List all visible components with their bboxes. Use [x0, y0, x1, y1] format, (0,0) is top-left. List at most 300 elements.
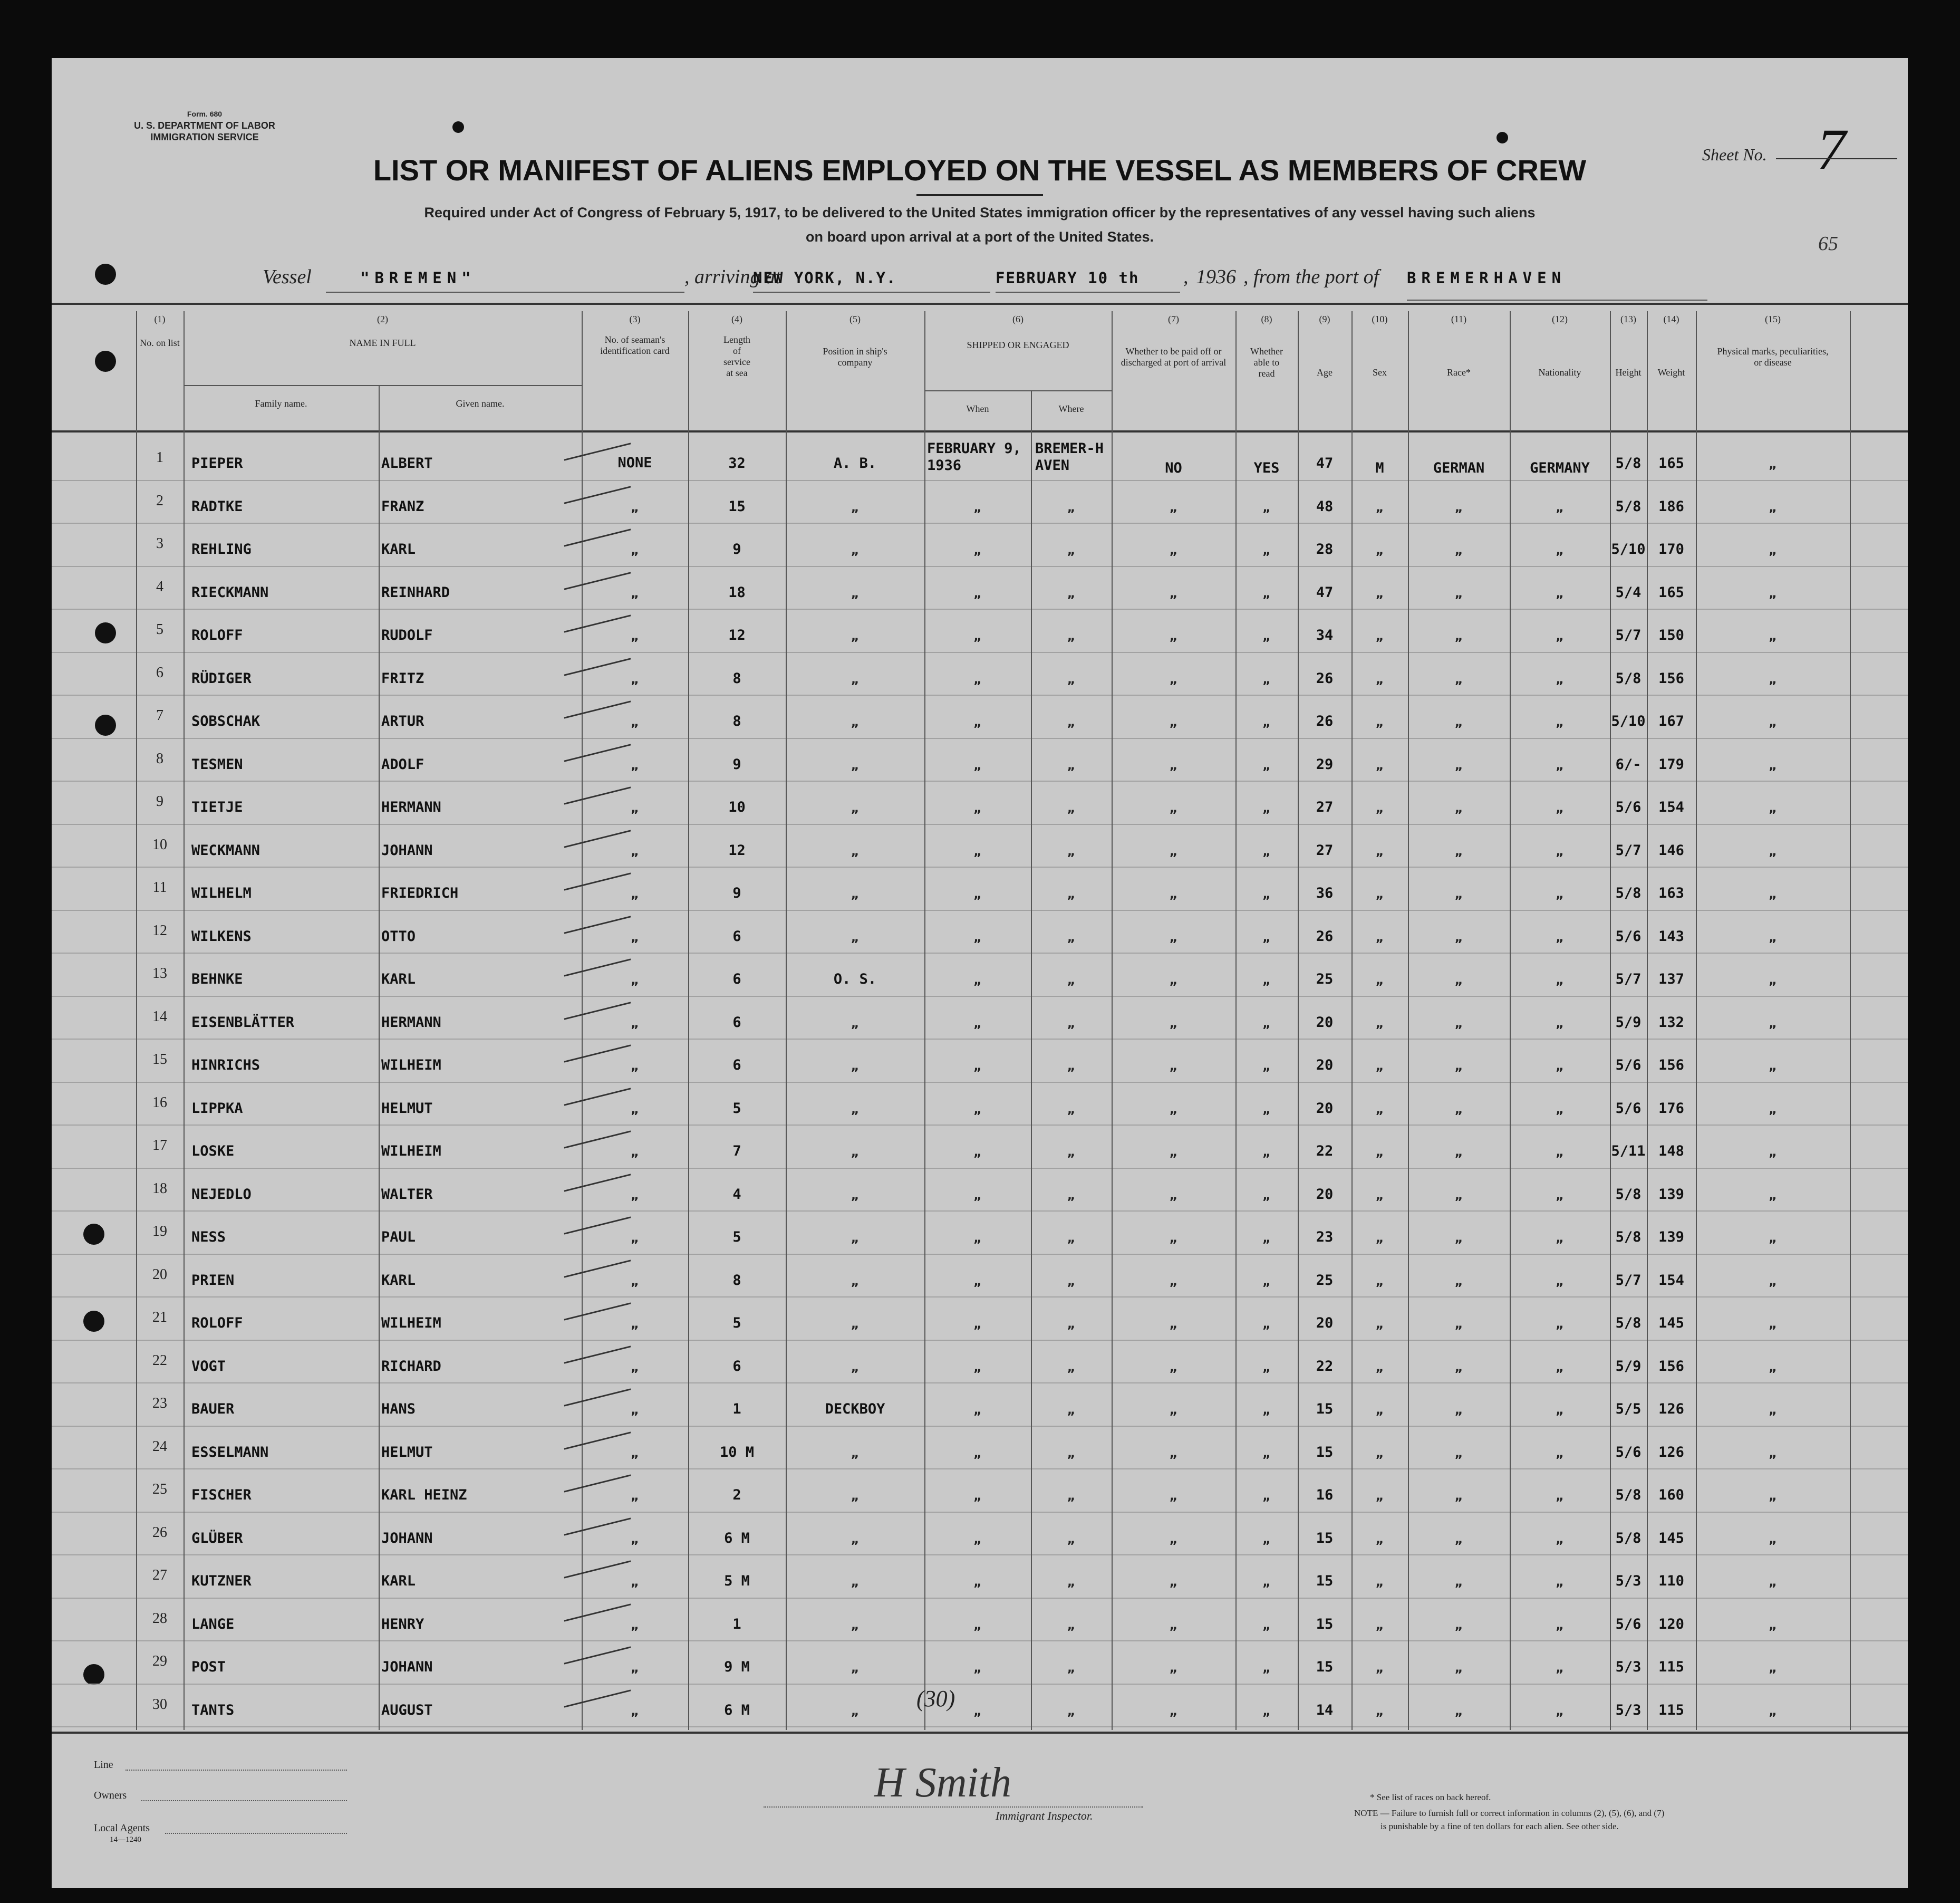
cell-height: 5/3	[1615, 1702, 1642, 1718]
ditto-mark: „	[1556, 671, 1564, 687]
ditto-mark: „	[1454, 1145, 1463, 1159]
ditto-mark: „	[1556, 1187, 1564, 1203]
row-number: 21	[152, 1309, 167, 1325]
ditto-mark: „	[973, 1617, 982, 1632]
ditto-mark: „	[1454, 499, 1463, 515]
col-7-label: Whether to be paid off or discharged at port of arrival	[1121, 346, 1227, 368]
ditto-mark: „	[1375, 887, 1384, 901]
ditto-mark: „	[1454, 1531, 1463, 1546]
ditto-mark: „	[1375, 1101, 1384, 1117]
ditto-mark: „	[1556, 629, 1564, 643]
service: IMMIGRATION SERVICE	[150, 132, 259, 142]
col-14-label: Weight	[1657, 367, 1685, 378]
ditto-mark: „	[1067, 801, 1076, 815]
ditto-mark: „	[1067, 499, 1076, 515]
ditto-mark: „	[1375, 715, 1384, 729]
ditto-mark: „	[1769, 1531, 1777, 1546]
ditto-mark: „	[1375, 929, 1384, 945]
cell-given: FRITZ	[381, 670, 424, 687]
ditto-mark: „	[1769, 843, 1777, 859]
cell-height: 5/3	[1615, 1573, 1642, 1589]
cell-weight: 139	[1658, 1186, 1684, 1203]
ditto-mark: „	[1454, 1231, 1463, 1245]
ditto-mark: „	[1169, 1531, 1178, 1546]
ditto-mark: „	[1262, 1316, 1271, 1331]
cell-weight: 154	[1658, 1272, 1684, 1289]
ditto-mark: „	[631, 887, 639, 901]
row-number: 16	[152, 1094, 167, 1111]
cell-height: 5/7	[1615, 971, 1642, 987]
row-number: 1	[156, 449, 163, 466]
manifest-sheet	[52, 58, 1908, 1888]
ditto-mark: „	[1769, 801, 1777, 815]
ditto-mark: „	[1067, 1059, 1076, 1073]
ditto-mark: „	[1769, 1703, 1777, 1718]
row-number: 13	[152, 965, 167, 982]
ditto-mark: „	[1067, 843, 1076, 859]
ditto-mark: „	[631, 929, 639, 945]
cell-age: 27	[1316, 799, 1334, 815]
local-agents-label: Local Agents	[94, 1822, 150, 1834]
cell-height: 5/8	[1615, 455, 1642, 472]
cell-weight: 150	[1658, 627, 1684, 643]
subheader-rule	[184, 385, 582, 386]
col-6-header	[924, 314, 1112, 351]
column-divider	[184, 311, 185, 1730]
nationality-value: GERMANY	[1530, 460, 1590, 476]
form-number: Form. 680	[187, 110, 223, 118]
row-number: 17	[152, 1137, 167, 1154]
ditto-mark: „	[1769, 1059, 1777, 1073]
ditto-mark: „	[1375, 757, 1384, 773]
ditto-mark: „	[631, 543, 639, 558]
ditto-mark: „	[1067, 1316, 1076, 1331]
paid-off-value: NO	[1165, 460, 1182, 476]
from-port-underline	[1407, 300, 1707, 301]
table-top-rule	[52, 303, 1908, 305]
ditto-mark: „	[851, 1273, 860, 1289]
binder-hole	[83, 1224, 104, 1245]
ditto-mark: „	[1262, 1187, 1271, 1203]
row-number: 22	[152, 1352, 167, 1369]
arrival-date: FEBRUARY 10 th	[996, 269, 1140, 287]
row-rule	[52, 1039, 1908, 1040]
ditto-mark: „	[1556, 1617, 1564, 1632]
row-number: 26	[152, 1524, 167, 1541]
cell-position: DECKBOY	[825, 1401, 885, 1417]
cell-age: 22	[1316, 1143, 1334, 1159]
cell-height: 5/4	[1615, 584, 1642, 601]
ditto-mark: „	[973, 629, 982, 643]
ditto-mark: „	[1769, 457, 1777, 472]
ditto-mark: „	[973, 929, 982, 945]
ditto-mark: „	[1769, 1015, 1777, 1031]
row-number: 29	[152, 1653, 167, 1669]
ditto-mark: „	[1454, 887, 1463, 901]
row-rule	[52, 953, 1908, 954]
ditto-mark: „	[1067, 757, 1076, 773]
row-number: 24	[152, 1438, 167, 1455]
row-number: 8	[156, 750, 163, 767]
ditto-mark: „	[1556, 1660, 1564, 1675]
cell-weight: 146	[1658, 842, 1684, 859]
ditto-mark: „	[973, 1145, 982, 1159]
ditto-mark: „	[973, 671, 982, 687]
ditto-mark: „	[1454, 1660, 1463, 1675]
ditto-mark: „	[1556, 715, 1564, 729]
cell-service: 12	[728, 627, 746, 643]
cell-service: 8	[732, 670, 741, 687]
ditto-mark: „	[851, 1231, 860, 1245]
cell-weight: 167	[1658, 713, 1684, 729]
ditto-mark: „	[851, 1531, 860, 1546]
ditto-mark: „	[1375, 1273, 1384, 1289]
row-number: 23	[152, 1395, 167, 1411]
from-port: BREMERHAVEN	[1407, 269, 1567, 287]
ditto-mark: „	[1169, 671, 1178, 687]
row-number: 25	[152, 1481, 167, 1497]
ditto-mark: „	[1262, 629, 1271, 643]
cell-age: 26	[1316, 928, 1334, 945]
cell-service: 9	[732, 885, 741, 901]
ditto-mark: „	[1375, 1231, 1384, 1245]
row-rule	[52, 1082, 1908, 1083]
row-rule	[52, 695, 1908, 696]
ditto-mark: „	[1262, 843, 1271, 859]
cell-age: 36	[1316, 885, 1334, 901]
ditto-mark: „	[1067, 1101, 1076, 1117]
ditto-mark: „	[1769, 1402, 1777, 1417]
subheader-rule	[924, 390, 1112, 391]
ditto-mark: „	[973, 1316, 982, 1331]
row-rule	[52, 867, 1908, 868]
cell-weight: 145	[1658, 1315, 1684, 1331]
ditto-mark: „	[1262, 1015, 1271, 1031]
cell-given: HERMANN	[381, 799, 441, 815]
cell-family: NEJEDLO	[191, 1186, 252, 1203]
cell-weight: 154	[1658, 799, 1684, 815]
corner-number: 65	[1818, 233, 1838, 255]
ditto-mark: „	[973, 1359, 982, 1375]
total-count: (30)	[916, 1686, 955, 1712]
ditto-mark: „	[973, 499, 982, 515]
ditto-mark: „	[1375, 1574, 1384, 1589]
penalty-note-1: NOTE — Failure to furnish full or correct information in columns (2), (5), (6), and (7)	[1354, 1808, 1665, 1818]
row-number: 12	[152, 922, 167, 939]
ditto-mark: „	[1769, 1445, 1777, 1460]
row-number: 18	[152, 1180, 167, 1197]
able-to-read-value: YES	[1253, 460, 1280, 476]
col-13-header	[1610, 314, 1647, 378]
cell-height: 5/8	[1615, 498, 1642, 515]
ditto-mark: „	[1454, 1402, 1463, 1417]
col-9-number: (9)	[1319, 314, 1330, 324]
cell-height: 5/6	[1615, 799, 1642, 815]
ditto-mark: „	[1169, 1273, 1178, 1289]
cell-weight: 163	[1658, 885, 1684, 901]
ditto-mark: „	[1262, 715, 1271, 729]
ditto-mark: „	[1556, 843, 1564, 859]
ditto-mark: „	[1454, 1445, 1463, 1460]
ditto-mark: „	[1454, 1101, 1463, 1117]
cell-service: 10	[728, 799, 746, 815]
row-number: 6	[156, 664, 163, 681]
row-number: 20	[152, 1266, 167, 1283]
ditto-mark: „	[1769, 629, 1777, 643]
ditto-mark: „	[1454, 1574, 1463, 1589]
id-card-value: NONE	[617, 455, 652, 471]
form-code: 14—1240	[110, 1835, 141, 1844]
cell-height: 5/11	[1611, 1143, 1646, 1159]
cell-service: 10 M	[719, 1444, 755, 1460]
cell-age: 20	[1316, 1100, 1334, 1117]
given-name-header: Given name.	[456, 398, 505, 409]
row-rule	[52, 1210, 1908, 1212]
penalty-note-2: is punishable by a fine of ten dollars for each alien. See other side.	[1380, 1821, 1619, 1831]
ditto-mark: „	[1454, 1015, 1463, 1031]
cell-family: TESMEN	[191, 756, 243, 773]
cell-weight: 115	[1658, 1702, 1684, 1718]
ditto-mark: „	[1169, 1488, 1178, 1503]
ditto-mark: „	[1769, 1574, 1777, 1589]
row-rule	[52, 1124, 1908, 1126]
cell-service: 5	[732, 1229, 741, 1245]
cell-family: WILHELM	[191, 885, 252, 901]
ditto-mark: „	[851, 1574, 860, 1589]
ditto-mark: „	[973, 1660, 982, 1675]
ditto-mark: „	[851, 929, 860, 945]
title-underline	[916, 194, 1043, 196]
col-13-label: Height	[1615, 367, 1642, 378]
row-number: 3	[156, 535, 163, 552]
cell-height: 5/6	[1615, 1100, 1642, 1117]
cell-age: 47	[1316, 455, 1334, 472]
col-5-number: (5)	[849, 314, 861, 324]
ditto-mark: „	[1454, 543, 1463, 558]
cell-weight: 176	[1658, 1100, 1684, 1117]
ditto-mark: „	[851, 585, 860, 601]
cell-height: 5/8	[1615, 1229, 1642, 1245]
ditto-mark: „	[1169, 1101, 1178, 1117]
ditto-mark: „	[631, 843, 639, 859]
cell-height: 5/9	[1615, 1358, 1642, 1375]
ditto-mark: „	[851, 1703, 860, 1718]
ditto-mark: „	[1169, 1187, 1178, 1203]
row-rule	[52, 996, 1908, 997]
cell-service: 6	[732, 971, 741, 987]
ditto-mark: „	[1067, 1531, 1076, 1546]
ditto-mark: „	[1454, 715, 1463, 729]
row-rule	[52, 1684, 1908, 1685]
ditto-mark: „	[1067, 715, 1076, 729]
cell-given: RUDOLF	[381, 627, 433, 643]
ditto-mark: „	[1262, 1531, 1271, 1546]
ditto-mark: „	[631, 973, 639, 987]
cell-height: 5/8	[1615, 1487, 1642, 1503]
ditto-mark: „	[1454, 1059, 1463, 1073]
cell-service: 9	[732, 756, 741, 773]
ditto-mark: „	[1769, 1187, 1777, 1203]
cell-family: REHLING	[191, 541, 252, 558]
ditto-mark: „	[631, 1703, 639, 1718]
ditto-mark: „	[1262, 1231, 1271, 1245]
col-8-header	[1235, 314, 1298, 379]
cell-given: HELMUT	[381, 1444, 433, 1460]
cell-service: 6 M	[724, 1530, 750, 1546]
ditto-mark: „	[1262, 1273, 1271, 1289]
ditto-mark: „	[973, 1015, 982, 1031]
row-rule	[52, 480, 1908, 481]
ditto-mark: „	[631, 715, 639, 729]
col-8-number: (8)	[1261, 314, 1272, 324]
row-rule	[52, 1340, 1908, 1341]
cell-age: 22	[1316, 1358, 1334, 1375]
cell-service: 9	[732, 541, 741, 558]
ditto-mark: „	[1169, 1402, 1178, 1417]
row-rule	[52, 609, 1908, 610]
ditto-mark: „	[851, 715, 860, 729]
ditto-mark: „	[1375, 1531, 1384, 1546]
ditto-mark: „	[1067, 1703, 1076, 1718]
ditto-mark: „	[1556, 1015, 1564, 1031]
cell-service: 5	[732, 1100, 741, 1117]
cell-age: 47	[1316, 584, 1334, 601]
family-name-header: Family name.	[255, 398, 307, 409]
ditto-mark: „	[973, 715, 982, 729]
cell-height: 5/6	[1615, 1444, 1642, 1460]
ditto-mark: „	[631, 757, 639, 773]
cell-weight: 139	[1658, 1229, 1684, 1245]
row-rule	[52, 1426, 1908, 1427]
ditto-mark: „	[1375, 671, 1384, 687]
ditto-mark: „	[973, 1187, 982, 1203]
ditto-mark: „	[1556, 887, 1564, 901]
ditto-mark: „	[851, 1617, 860, 1632]
binder-hole	[95, 622, 116, 643]
col-11-number: (11)	[1451, 314, 1467, 324]
ditto-mark: „	[1262, 1145, 1271, 1159]
cell-weight: 143	[1658, 928, 1684, 945]
subtitle-line-2: on board upon arrival at a port of the United States.	[805, 229, 1154, 245]
cell-service: 9 M	[724, 1659, 750, 1675]
ditto-mark: „	[1067, 543, 1076, 558]
ditto-mark: „	[973, 973, 982, 987]
ditto-mark: „	[1454, 1273, 1463, 1289]
page-title: LIST OR MANIFEST OF ALIENS EMPLOYED ON THE VESSEL AS MEMBERS OF CREW	[373, 153, 1587, 187]
row-rule	[52, 781, 1908, 782]
ditto-mark: „	[1169, 629, 1178, 643]
cell-given: WILHEIM	[381, 1315, 441, 1331]
ditto-mark: „	[1375, 499, 1384, 515]
line-label: Line	[94, 1759, 113, 1771]
ditto-mark: „	[1169, 929, 1178, 945]
ditto-mark: „	[1769, 671, 1777, 687]
ditto-mark: „	[973, 1488, 982, 1503]
ditto-mark: „	[1067, 671, 1076, 687]
ditto-mark: „	[1769, 1231, 1777, 1245]
cell-service: 8	[732, 1272, 741, 1289]
cell-service: 32	[728, 455, 746, 472]
col-7-header	[1112, 314, 1235, 368]
ditto-mark: „	[851, 1316, 860, 1331]
ditto-mark: „	[1556, 1359, 1564, 1375]
ditto-mark: „	[631, 585, 639, 601]
row-number: 4	[156, 578, 163, 595]
ditto-mark: „	[1067, 1488, 1076, 1503]
ditto-mark: „	[1169, 843, 1178, 859]
row-rule	[52, 1726, 1908, 1727]
ditto-mark: „	[851, 1660, 860, 1675]
col-6-number: (6)	[1012, 314, 1024, 324]
cell-service: 1	[732, 1616, 741, 1632]
ditto-mark: „	[851, 887, 860, 901]
ditto-mark: „	[631, 1101, 639, 1117]
cell-family: POST	[191, 1659, 226, 1675]
cell-age: 20	[1316, 1014, 1334, 1031]
cell-height: 5/8	[1615, 1315, 1642, 1331]
ditto-mark: „	[1067, 929, 1076, 945]
ditto-mark: „	[1454, 671, 1463, 687]
cell-family: FISCHER	[191, 1487, 252, 1503]
binder-hole	[83, 1311, 104, 1332]
cell-service: 6	[732, 928, 741, 945]
ditto-mark: „	[1169, 973, 1178, 987]
cell-given: JOHANN	[381, 1530, 433, 1546]
cell-given: KARL	[381, 971, 416, 987]
ditto-mark: „	[1556, 1531, 1564, 1546]
row-number: 28	[152, 1610, 167, 1627]
ditto-mark: „	[1262, 887, 1271, 901]
cell-service: 15	[728, 498, 746, 515]
cell-height: 5/7	[1615, 627, 1642, 643]
from-port-label: , from the port of	[1243, 266, 1379, 288]
binder-hole	[83, 1664, 104, 1685]
cell-family: PRIEN	[191, 1272, 235, 1289]
ditto-mark: „	[1769, 757, 1777, 773]
row-rule	[52, 738, 1908, 739]
sheet-number: 7	[1817, 117, 1846, 181]
cell-given: ADOLF	[381, 756, 424, 773]
ditto-mark: „	[1375, 801, 1384, 815]
ditto-mark: „	[1375, 1145, 1384, 1159]
ditto-mark: „	[631, 1574, 639, 1589]
cell-family: TANTS	[191, 1702, 235, 1718]
ditto-mark: „	[1169, 801, 1178, 815]
ditto-mark: „	[631, 1660, 639, 1675]
cell-family: BAUER	[191, 1401, 235, 1417]
ditto-mark: „	[1169, 585, 1178, 601]
row-number: 30	[152, 1696, 167, 1713]
col-10-header	[1351, 314, 1408, 378]
ditto-mark: „	[1556, 585, 1564, 601]
ditto-mark: „	[1454, 1617, 1463, 1632]
ditto-mark: „	[1169, 1703, 1178, 1718]
ditto-mark: „	[851, 671, 860, 687]
cell-given: HELMUT	[381, 1100, 433, 1117]
col-14-number: (14)	[1663, 314, 1679, 324]
cell-given: HERMANN	[381, 1014, 441, 1031]
ditto-mark: „	[1769, 1316, 1777, 1331]
ditto-mark: „	[1262, 1445, 1271, 1460]
cell-age: 15	[1316, 1573, 1334, 1589]
col-15-header	[1696, 314, 1850, 368]
ditto-mark: „	[631, 1316, 639, 1331]
row-rule	[52, 1296, 1908, 1298]
col-7-number: (7)	[1168, 314, 1179, 324]
row-number: 15	[152, 1051, 167, 1068]
col-3-header	[582, 314, 688, 357]
ditto-mark: „	[631, 801, 639, 815]
